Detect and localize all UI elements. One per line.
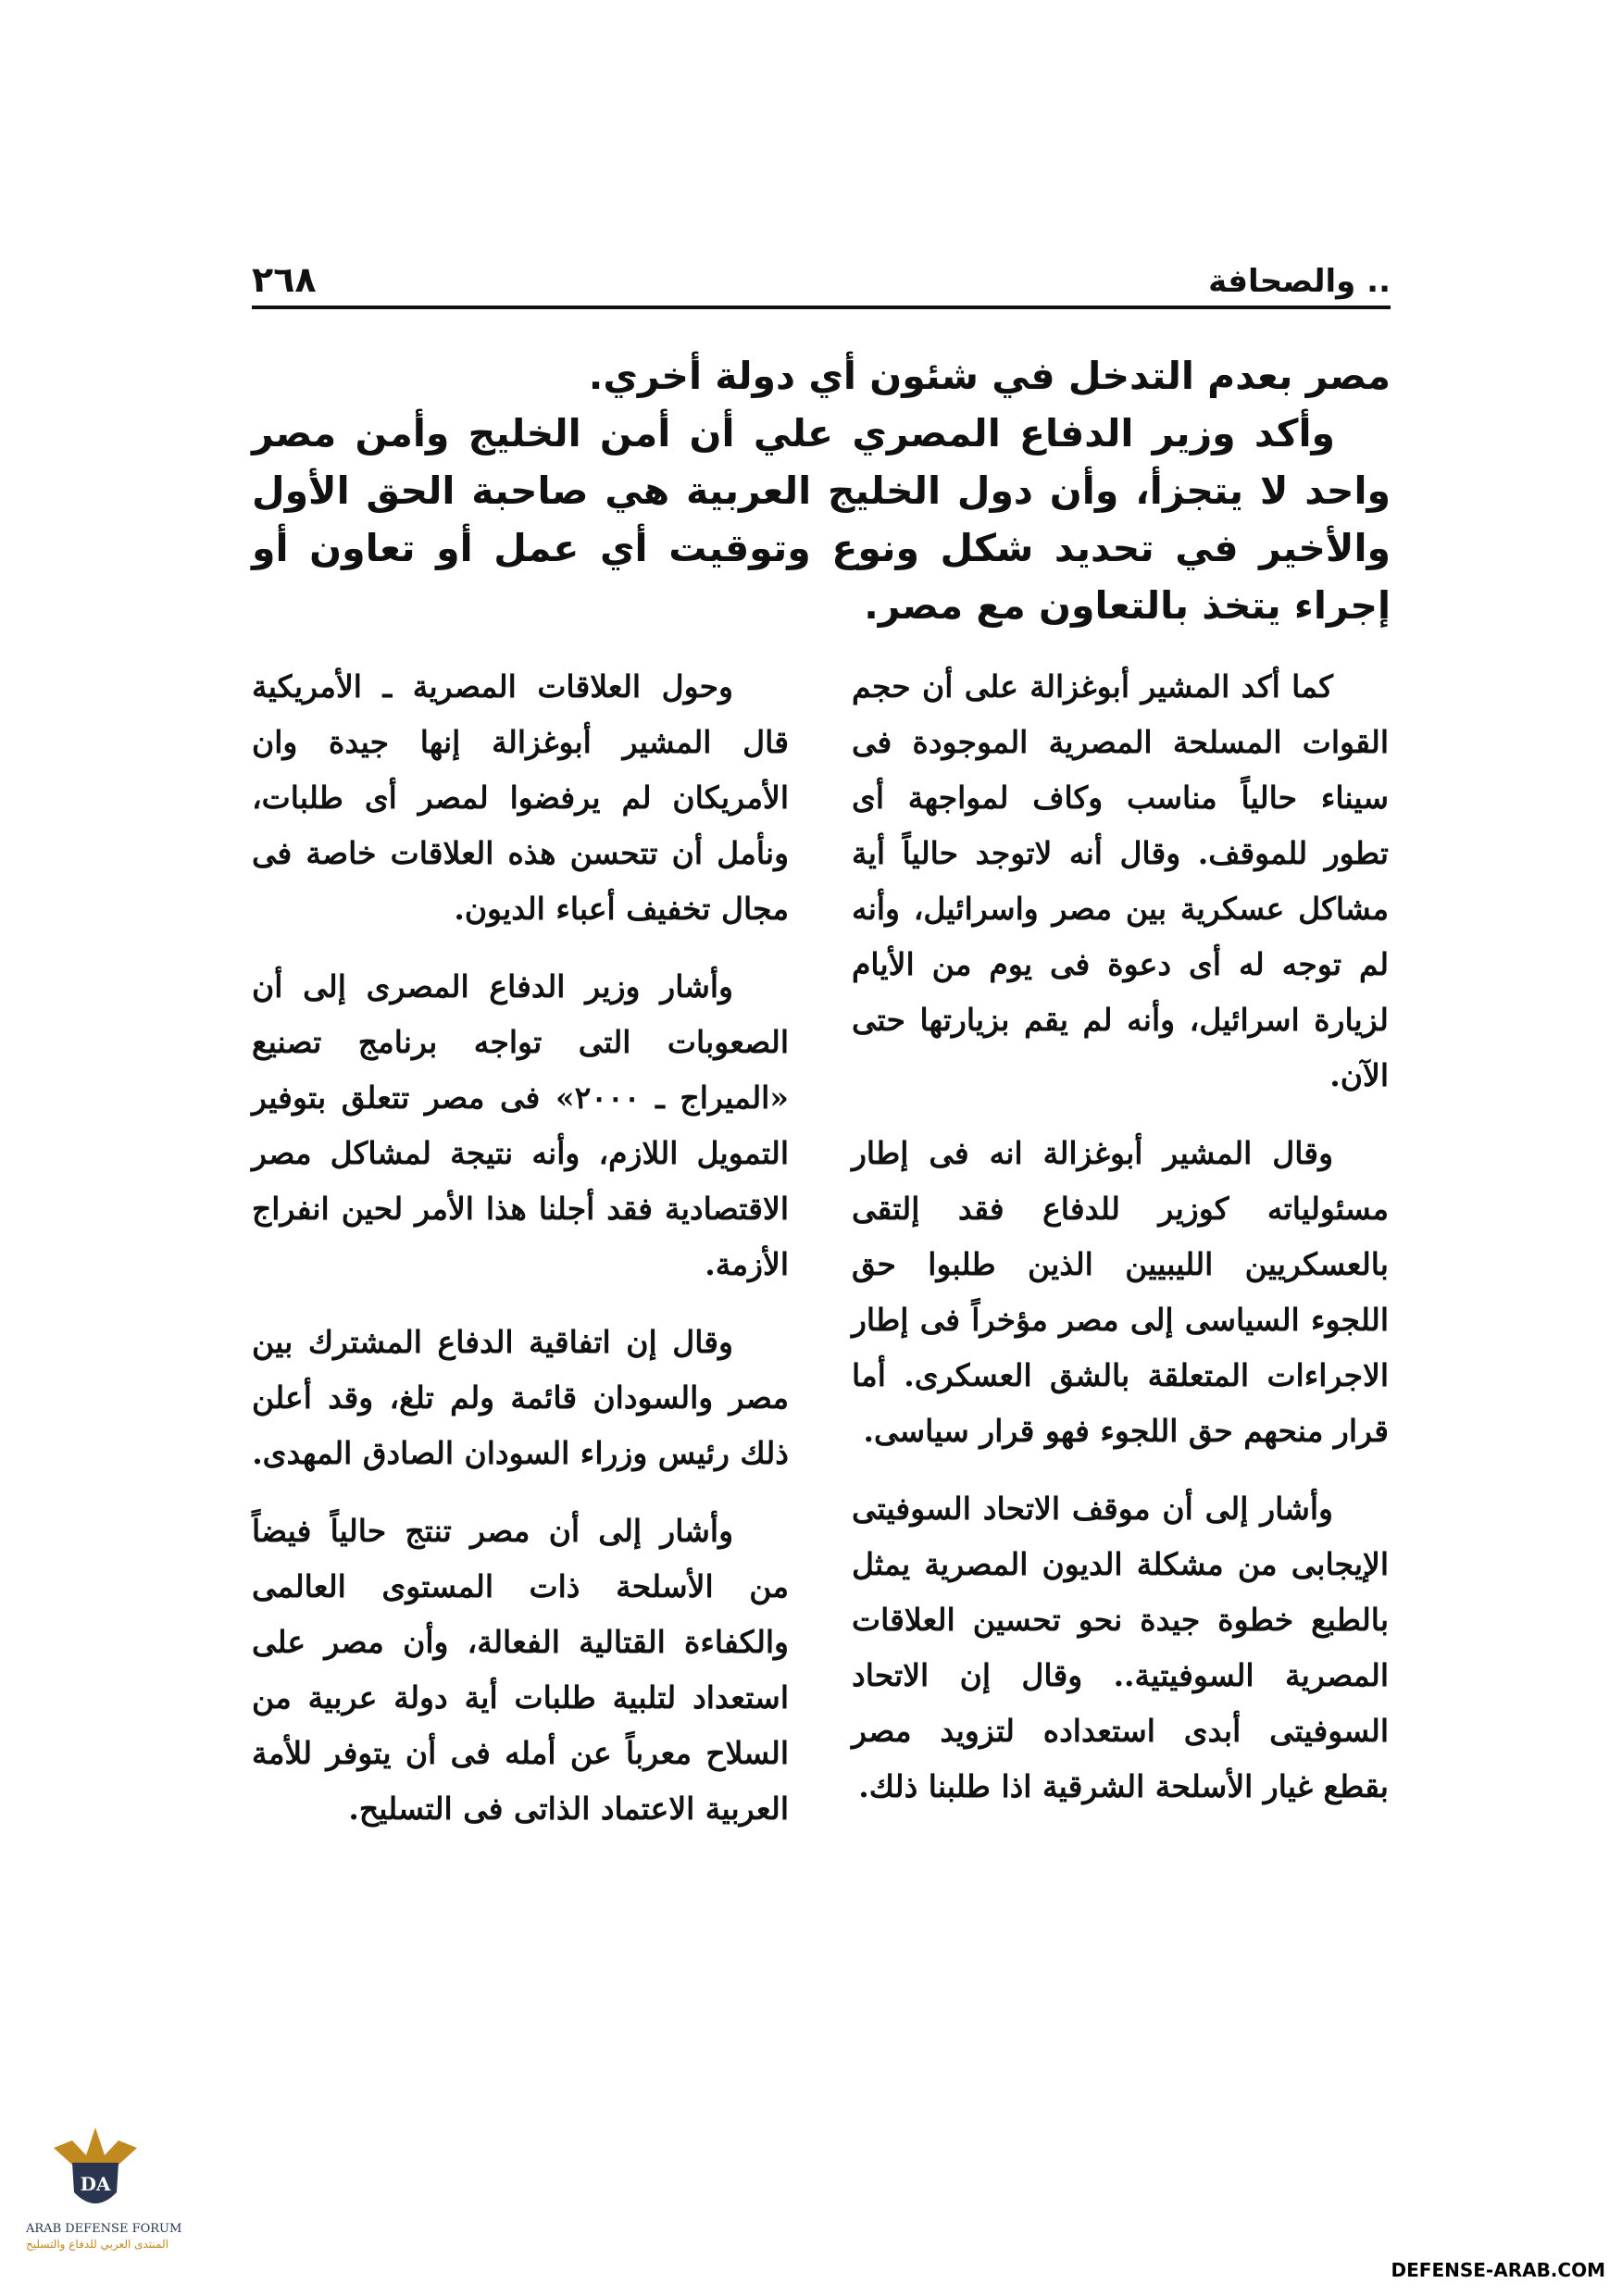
header-rule — [252, 306, 1391, 309]
column-paragraph: وحول العلاقات المصرية ـ الأمريكية قال المشير أبوغزالة إنها جيدة وان الأمريكان لم يرفضوا لمصر أى طلبات، ونأمل أن تتحسن هذه العلاقات خاصة فى مجال تخفيف أعباء الديون. — [252, 668, 789, 927]
logo-name-ar: المنتدى العربي للدفاع والتسليح — [26, 2238, 168, 2251]
running-title: .. والصحافة — [1208, 263, 1391, 300]
column-paragraph: وأشار وزير الدفاع المصرى إلى أن الصعوبات التى تواجه برنامج تصنيع «الميراج ـ ٢٠٠٠» فى مصر تتعلق بتوفير التمويل اللازم، وأنه نتيجة لمشاكل مصر الاقتصادية فقد أجلنا هذا الأمر لحين انفراج الأزمة. — [252, 968, 789, 1282]
lead-paragraph: وأكد وزير الدفاع المصري علي أن أمن الخليج وأمن مصر واحد لا يتجزأ، وأن دول الخليج العربية هي صاحبة الحق الأول والأخير في تحديد شكل ونوع وتوقيت أي عمل أو تعاون أو إجراء يتخذ بالتعاون مع مصر. — [252, 411, 1391, 628]
site-watermark: DEFENSE-ARAB.COM — [1391, 2259, 1605, 2281]
column-paragraph: وقال إن اتفاقية الدفاع المشترك بين مصر والسودان قائمة ولم تلغ، وقد أعلن ذلك رئيس وزراء السودان الصادق المهدى. — [252, 1324, 789, 1471]
page-number: ٢٦٨ — [252, 259, 317, 300]
logo-name-en: ARAB DEFENSE FORUM — [26, 2222, 182, 2236]
column-paragraph: وأشار إلى أن موقف الاتحاد السوفيتى الإيجابى من مشكلة الديون المصرية يمثل بالطبع خطوة جيدة نحو تحسين العلاقات المصرية السوفيتية.. وقال إن الاتحاد السوفيتى أبدى استعداده لتزويد مصر بقطع غيار الأسلحة الشرقية اذا طلبنا ذلك. — [852, 1491, 1389, 1804]
lead-paragraphs — [252, 347, 1391, 634]
column-paragraph: كما أكد المشير أبوغزالة على أن حجم القوات المسلحة المصرية الموجودة فى سيناء حالياً مناسب وكاف لمواجهة أى تطور للموقف. وقال أنه لاتوجد حالياً أية مشاكل عسكرية بين مصر واسرائيل، وأنه لم توجه له أى دعوة فى يوم من الأيام لزيارة اسرائيل، وأنه لم يقم بزيارتها حتى الآن. — [852, 668, 1389, 1093]
article-column-left — [252, 659, 789, 1859]
column-paragraph: وأشار إلى أن مصر تنتج حالياً فيضاً من الأسلحة ذات المستوى العالمى والكفاءة القتالية الفعالة، وأن مصر على استعداد لتلبية طلبات أية دولة عربية من السلاح معرباً عن أمله فى أن يتوفر للأمة العربية الاعتماد الذاتى فى التسليح. — [252, 1513, 789, 1827]
column-paragraph: وقال المشير أبوغزالة انه فى إطار مسئولياته كوزير للدفاع فقد إلتقى بالعسكريين الليبيين الذين طلبوا حق اللجوء السياسى إلى مصر مؤخراً فى إطار الاجراءات المتعلقة بالشق العسكرى. أما قرار منحهم حق اللجوء فهو قرار سياسى. — [852, 1135, 1389, 1449]
lead-paragraph: مصر بعدم التدخل في شئون أي دولة أخري. — [588, 354, 1391, 398]
article-column-right — [852, 659, 1389, 1837]
page-header — [252, 243, 1391, 307]
logo-initials: DA — [80, 2173, 111, 2195]
forum-logo-icon — [44, 2120, 146, 2222]
forum-logo — [26, 2120, 182, 2277]
